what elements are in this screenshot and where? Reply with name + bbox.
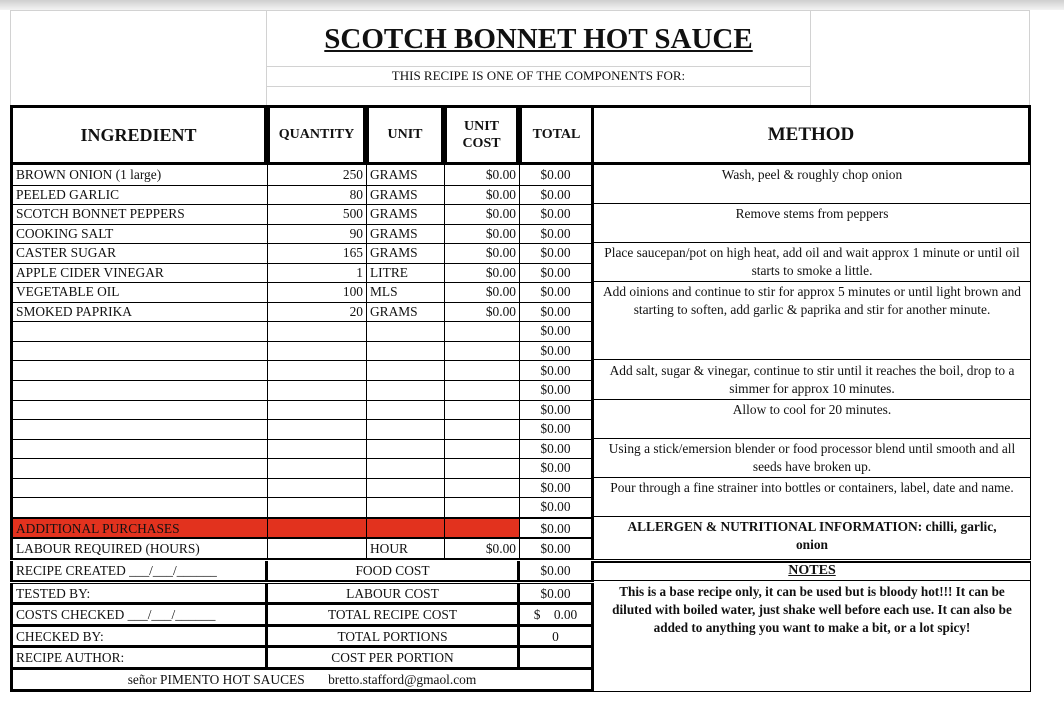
summary-value-4[interactable]: 0 — [519, 626, 594, 648]
ingredient-row-11-qty[interactable] — [267, 361, 366, 382]
ingredient-row-4-name[interactable]: COOKING SALT — [10, 224, 267, 245]
ingredient-row-8-unit_cost[interactable]: $0.00 — [444, 302, 519, 323]
ingredient-row-11-total[interactable]: $0.00 — [519, 361, 594, 382]
ingredient-row-18-name[interactable] — [10, 497, 267, 518]
ingredient-row-7-unit[interactable]: MLS — [366, 282, 444, 303]
ingredient-row-8-name[interactable]: SMOKED PAPRIKA — [10, 302, 267, 323]
summary-value-3[interactable]: $ 0.00 — [519, 604, 594, 626]
recipe-title-text: SCOTCH BONNET HOT SAUCE — [324, 23, 753, 55]
ingredient-row-16-total[interactable]: $0.00 — [519, 458, 594, 479]
ingredient-row-3-unit[interactable]: GRAMS — [366, 204, 444, 225]
labour-total[interactable]: $0.00 — [519, 539, 594, 560]
ingredient-row-9-unit[interactable] — [366, 321, 444, 342]
ingredient-row-15-unit_cost[interactable] — [444, 439, 519, 460]
ingredient-row-18-unit_cost[interactable] — [444, 497, 519, 518]
summary-left-5[interactable]: RECIPE AUTHOR: — [10, 647, 267, 669]
ingredient-row-8-total[interactable]: $0.00 — [519, 302, 594, 323]
ingredient-row-1-name[interactable]: BROWN ONION (1 large) — [10, 165, 267, 186]
ingredient-row-1-unit_cost[interactable]: $0.00 — [444, 165, 519, 186]
notes-text: This is a base recipe only, it can be used but is bloody hot!!! It can be diluted with boiled water, just shake well before each use. It can also be added to anything you want to make a bit, or a lot spicy! — [594, 581, 1031, 692]
summary-label-2: LABOUR COST — [267, 583, 519, 605]
ingredient-row-1-qty[interactable]: 250 — [267, 165, 366, 186]
method-step-7: Using a stick/emersion blender or food processor blend until smooth and all seeds have broken up. — [594, 439, 1031, 478]
summary-label-5: COST PER PORTION — [267, 647, 519, 669]
method-step-8: Pour through a fine strainer into bottles or containers, label, date and name. — [594, 478, 1031, 517]
ingredient-row-6-unit[interactable]: LITRE — [366, 263, 444, 284]
header-unit: UNIT — [366, 105, 444, 165]
additional-purchases-unit[interactable] — [366, 517, 444, 539]
additional-purchases-name: ADDITIONAL PURCHASES — [10, 517, 267, 539]
recipe-subtitle: THIS RECIPE IS ONE OF THE COMPONENTS FOR: — [391, 68, 686, 83]
ingredient-row-16-unit_cost[interactable] — [444, 458, 519, 479]
ingredient-row-13-qty[interactable] — [267, 400, 366, 421]
ingredient-row-10-total[interactable]: $0.00 — [519, 341, 594, 362]
ingredient-row-3-unit_cost[interactable]: $0.00 — [444, 204, 519, 225]
recipe-title — [267, 14, 810, 64]
ingredient-row-4-unit_cost[interactable]: $0.00 — [444, 224, 519, 245]
summary-label-1: FOOD COST — [267, 561, 519, 583]
summary-label-3: TOTAL RECIPE COST — [267, 604, 519, 626]
ingredient-row-4-unit[interactable]: GRAMS — [366, 224, 444, 245]
ingredient-row-13-total[interactable]: $0.00 — [519, 400, 594, 421]
ingredient-row-6-name[interactable]: APPLE CIDER VINEGAR — [10, 263, 267, 284]
ingredient-row-5-unit_cost[interactable]: $0.00 — [444, 243, 519, 264]
ingredient-row-15-total[interactable]: $0.00 — [519, 439, 594, 460]
ingredient-row-1-unit[interactable]: GRAMS — [366, 165, 444, 186]
ingredient-row-14-total[interactable]: $0.00 — [519, 419, 594, 440]
labour-label: LABOUR REQUIRED (HOURS) — [10, 539, 267, 560]
ingredient-row-7-name[interactable]: VEGETABLE OIL — [10, 282, 267, 303]
ingredient-row-7-total[interactable]: $0.00 — [519, 282, 594, 303]
summary-left-4[interactable]: CHECKED BY: — [10, 626, 267, 648]
ingredient-row-10-unit_cost[interactable] — [444, 341, 519, 362]
ingredient-row-14-qty[interactable] — [267, 419, 366, 440]
ingredient-row-9-unit_cost[interactable] — [444, 321, 519, 342]
ingredient-row-18-qty[interactable] — [267, 497, 366, 518]
summary-value-1[interactable]: $0.00 — [519, 561, 594, 583]
labour-unit_cost[interactable]: $0.00 — [444, 539, 519, 560]
ingredient-row-4-total[interactable]: $0.00 — [519, 224, 594, 245]
labour-unit[interactable]: HOUR — [366, 539, 444, 560]
ingredient-row-12-name[interactable] — [10, 380, 267, 401]
method-step-5: Add salt, sugar & vinegar, continue to stir until it reaches the boil, drop to a simmer for approx 10 minutes. — [594, 361, 1031, 400]
ingredient-row-12-unit[interactable] — [366, 380, 444, 401]
ingredient-row-4-qty[interactable]: 90 — [267, 224, 366, 245]
ingredient-row-18-total[interactable]: $0.00 — [519, 497, 594, 518]
header-unit-cost-line2: COST — [462, 136, 501, 151]
ingredient-row-2-unit_cost[interactable]: $0.00 — [444, 185, 519, 206]
additional-purchases-unit_cost[interactable] — [444, 517, 519, 539]
footer-credit — [10, 669, 594, 692]
ingredient-row-3-qty[interactable]: 500 — [267, 204, 366, 225]
method-step-6: Allow to cool for 20 minutes. — [594, 400, 1031, 439]
ingredient-row-5-total[interactable]: $0.00 — [519, 243, 594, 264]
ingredient-row-11-name[interactable] — [10, 361, 267, 382]
window-top-edge — [0, 0, 1064, 10]
ingredient-row-5-qty[interactable]: 165 — [267, 243, 366, 264]
ingredient-row-11-unit[interactable] — [366, 361, 444, 382]
summary-label-4: TOTAL PORTIONS — [267, 626, 519, 648]
allergen-info: ALLERGEN & NUTRITIONAL INFORMATION: chilli, garlic, onion — [594, 517, 1031, 560]
ingredient-row-10-name[interactable] — [10, 341, 267, 362]
ingredient-row-2-name[interactable]: PEELED GARLIC — [10, 185, 267, 206]
ingredient-row-2-qty[interactable]: 80 — [267, 185, 366, 206]
header-ingredient: INGREDIENT — [10, 105, 267, 165]
ingredient-row-12-unit_cost[interactable] — [444, 380, 519, 401]
ingredient-row-14-unit[interactable] — [366, 419, 444, 440]
ingredient-row-17-total[interactable]: $0.00 — [519, 478, 594, 499]
header-quantity: QUANTITY — [267, 105, 366, 165]
ingredient-row-2-unit[interactable]: GRAMS — [366, 185, 444, 206]
ingredient-row-17-unit[interactable] — [366, 478, 444, 499]
ingredient-row-3-total[interactable]: $0.00 — [519, 204, 594, 225]
ingredient-row-13-unit_cost[interactable] — [444, 400, 519, 421]
ingredient-row-7-qty[interactable]: 100 — [267, 282, 366, 303]
ingredient-row-7-unit_cost[interactable]: $0.00 — [444, 282, 519, 303]
ingredient-row-15-unit[interactable] — [366, 439, 444, 460]
ingredient-row-1-total[interactable]: $0.00 — [519, 165, 594, 186]
ingredient-row-9-total[interactable]: $0.00 — [519, 321, 594, 342]
ingredient-row-10-unit[interactable] — [366, 341, 444, 362]
header-total: TOTAL — [519, 105, 594, 165]
ingredient-row-17-name[interactable] — [10, 478, 267, 499]
ingredient-row-11-unit_cost[interactable] — [444, 361, 519, 382]
header-unitcost — [444, 105, 519, 165]
summary-value-5[interactable] — [519, 647, 594, 669]
ingredient-row-9-qty[interactable] — [267, 321, 366, 342]
ingredient-row-5-name[interactable]: CASTER SUGAR — [10, 243, 267, 264]
ingredient-row-6-total[interactable]: $0.00 — [519, 263, 594, 284]
ingredient-row-13-name[interactable] — [10, 400, 267, 421]
ingredient-row-9-name[interactable] — [10, 321, 267, 342]
labour-qty[interactable] — [267, 539, 366, 560]
method-step-2: Remove stems from peppers — [594, 204, 1031, 243]
summary-left-3[interactable]: COSTS CHECKED ___/___/______ — [10, 604, 267, 626]
additional-purchases-qty[interactable] — [267, 517, 366, 539]
ingredient-row-5-unit[interactable]: GRAMS — [366, 243, 444, 264]
method-step-4: Add oinions and continue to stir for approx 5 minutes or until light brown and starting to soften, add garlic & paprika and stir for another minute. — [594, 282, 1031, 360]
summary-value-2[interactable]: $0.00 — [519, 583, 594, 605]
ingredient-row-16-name[interactable] — [10, 458, 267, 479]
ingredient-row-15-qty[interactable] — [267, 439, 366, 460]
ingredient-row-6-qty[interactable]: 1 — [267, 263, 366, 284]
ingredient-row-15-name[interactable] — [10, 439, 267, 460]
footer-brand: señor PIMENTO HOT SAUCES — [127, 671, 305, 687]
ingredient-row-14-name[interactable] — [10, 419, 267, 440]
ingredient-row-18-unit[interactable] — [366, 497, 444, 518]
ingredient-row-16-unit[interactable] — [366, 458, 444, 479]
ingredient-row-16-qty[interactable] — [267, 458, 366, 479]
notes-title: NOTES — [594, 561, 1031, 581]
ingredient-row-12-total[interactable]: $0.00 — [519, 380, 594, 401]
header-method: METHOD — [594, 105, 1031, 165]
additional-purchases-total[interactable]: $0.00 — [519, 517, 594, 539]
ingredient-row-14-unit_cost[interactable] — [444, 419, 519, 440]
header-unit-cost-line1: UNIT — [463, 119, 499, 134]
ingredient-row-6-unit_cost[interactable]: $0.00 — [444, 263, 519, 284]
ingredient-row-12-qty[interactable] — [267, 380, 366, 401]
ingredient-row-13-unit[interactable] — [366, 400, 444, 421]
ingredient-row-17-unit_cost[interactable] — [444, 478, 519, 499]
ingredient-row-2-total[interactable]: $0.00 — [519, 185, 594, 206]
footer-email[interactable]: bretto.stafford@gmaol.com — [328, 671, 477, 687]
ingredient-row-8-unit[interactable]: GRAMS — [366, 302, 444, 323]
method-step-3: Place saucepan/pot on high heat, add oil and wait approx 1 minute or until oil starts to smoke a little. — [594, 243, 1031, 282]
ingredient-row-8-qty[interactable]: 20 — [267, 302, 366, 323]
summary-left-1[interactable]: RECIPE CREATED ___/___/______ — [10, 561, 267, 583]
method-step-1: Wash, peel & roughly chop onion — [594, 165, 1031, 204]
ingredient-row-17-qty[interactable] — [267, 478, 366, 499]
summary-left-2[interactable]: TESTED BY: — [10, 583, 267, 605]
ingredient-row-10-qty[interactable] — [267, 341, 366, 362]
ingredient-row-3-name[interactable]: SCOTCH BONNET PEPPERS — [10, 204, 267, 225]
